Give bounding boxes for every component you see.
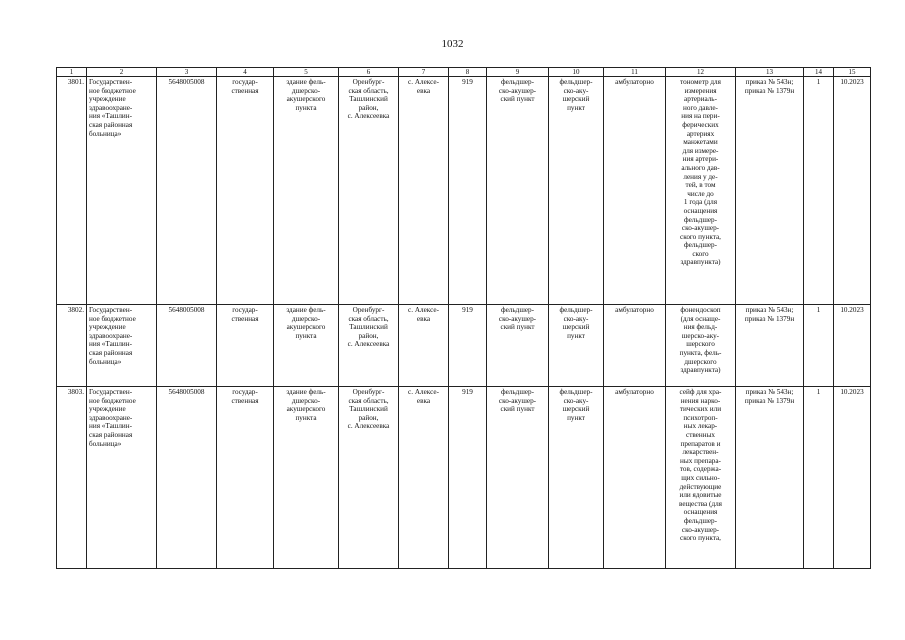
quantity-cell: 1 <box>804 387 834 569</box>
code-cell: 919 <box>449 305 487 387</box>
code-cell: 919 <box>449 77 487 305</box>
col-header: 2 <box>87 68 157 77</box>
ownership-cell: государ- ственная <box>217 305 274 387</box>
row-number: 3802. <box>57 305 87 387</box>
col-header: 11 <box>604 68 666 77</box>
row-number: 3803. <box>57 387 87 569</box>
date-cell: 10.2023 <box>834 305 871 387</box>
col-header: 4 <box>217 68 274 77</box>
col-header: 3 <box>157 68 217 77</box>
order-cell: приказ № 543н; приказ № 1379н <box>736 305 804 387</box>
organization-cell: Государствен- ное бюджетное учреждение здравоохране- ния «Ташлин- ская районная больница» <box>87 305 157 387</box>
equipment-cell: сейф для хра- нения нарко- тических или психотроп- ных лекар- ственных препаратов и лекарствен- ных препара- тов, содержа- щих сильно- действующие или ядовитые вещества (для оснащения фельдшер- ско-акушер- ского пункта, <box>666 387 736 569</box>
table-row <box>57 305 871 387</box>
facility-cell: фельдшер- ско-акушер- ский пункт <box>487 305 549 387</box>
care-type-cell: амбулаторно <box>604 305 666 387</box>
col-header: 1 <box>57 68 87 77</box>
column-number-row <box>57 68 871 77</box>
quantity-cell: 1 <box>804 77 834 305</box>
quantity-cell: 1 <box>804 305 834 387</box>
row-number: 3801. <box>57 77 87 305</box>
village-cell: с. Алексе- евка <box>399 77 449 305</box>
col-header: 14 <box>804 68 834 77</box>
equipment-cell: фонендоскоп (для оснаще- ния фельд- шерско-аку- шерского пункта, фель- дшерского здравпункта) <box>666 305 736 387</box>
care-type-cell: амбулаторно <box>604 77 666 305</box>
ownership-cell: государ- ственная <box>217 387 274 569</box>
care-type-cell: амбулаторно <box>604 387 666 569</box>
date-cell: 10.2023 <box>834 387 871 569</box>
col-header: 13 <box>736 68 804 77</box>
code-cell: 919 <box>449 387 487 569</box>
organization-cell: Государствен- ное бюджетное учреждение здравоохране- ния «Ташлин- ская районная больница» <box>87 77 157 305</box>
date-cell: 10.2023 <box>834 77 871 305</box>
organization-cell: Государствен- ное бюджетное учреждение здравоохране- ния «Ташлин- ская районная больница» <box>87 387 157 569</box>
table-row <box>57 387 871 569</box>
address-cell: Оренбург- ская область, Ташлинский район, с. Алексеевка <box>339 77 399 305</box>
order-cell: приказ № 543н; приказ № 1379н <box>736 77 804 305</box>
building-cell: здание фель- дшерско- акушерского пункта <box>274 387 339 569</box>
inn-cell: 5648005008 <box>157 77 217 305</box>
unit-cell: фельдшер- ско-аку- шерский пункт <box>549 387 604 569</box>
col-header: 9 <box>487 68 549 77</box>
col-header: 5 <box>274 68 339 77</box>
ownership-cell: государ- ственная <box>217 77 274 305</box>
address-cell: Оренбург- ская область, Ташлинский район, с. Алексеевка <box>339 387 399 569</box>
col-header: 8 <box>449 68 487 77</box>
equipment-cell: тонометр для измерения артериаль- ного давле- ния на пери- ферических артериях манжетами для измере- ния артери- ального дав- ления у де- тей, в том числе до 1 года (для оснащения фельдшер- ско-акушер- ского пункта, фельдшер- ского здравпункта) <box>666 77 736 305</box>
col-header: 15 <box>834 68 871 77</box>
order-cell: приказ № 543н; приказ № 1379н <box>736 387 804 569</box>
building-cell: здание фель- дшерско- акушерского пункта <box>274 305 339 387</box>
col-header: 12 <box>666 68 736 77</box>
inn-cell: 5648005008 <box>157 387 217 569</box>
col-header: 10 <box>549 68 604 77</box>
registry-table <box>56 67 871 569</box>
table-row <box>57 77 871 305</box>
building-cell: здание фель- дшерско- акушерского пункта <box>274 77 339 305</box>
address-cell: Оренбург- ская область, Ташлинский район, с. Алексеевка <box>339 305 399 387</box>
inn-cell: 5648005008 <box>157 305 217 387</box>
village-cell: с. Алексе- евка <box>399 387 449 569</box>
col-header: 6 <box>339 68 399 77</box>
col-header: 7 <box>399 68 449 77</box>
page-number: 1032 <box>441 38 464 50</box>
facility-cell: фельдшер- ско-акушер- ский пункт <box>487 387 549 569</box>
village-cell: с. Алексе- евка <box>399 305 449 387</box>
unit-cell: фельдшер- ско-аку- шерский пункт <box>549 305 604 387</box>
unit-cell: фельдшер- ско-аку- шерский пункт <box>549 77 604 305</box>
facility-cell: фельдшер- ско-акушер- ский пункт <box>487 77 549 305</box>
